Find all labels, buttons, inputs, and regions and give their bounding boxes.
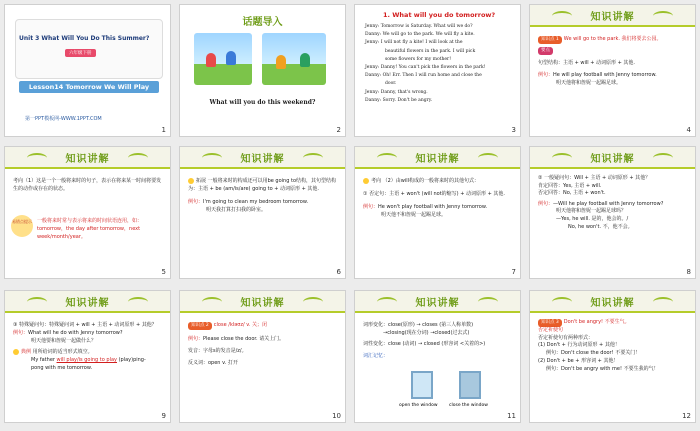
tip-icon: 易错点提示 bbox=[11, 215, 33, 237]
key-tag: 要点 bbox=[538, 47, 553, 55]
bulb-icon bbox=[188, 178, 194, 184]
slide-content: 考向 （2）由will构成的一般将来时的其他句式： ① 否定句：主语 + won't (will not的缩写) + 动词原形 + 其他. 例句：He won't play football with Jenny tomorrow. 明天他不和詹妮一起踢足球。 bbox=[363, 178, 505, 218]
slide-number: 7 bbox=[511, 268, 516, 276]
knowledge-point-badge: 知识点 2 bbox=[188, 322, 212, 330]
site-url: 第一PPT模板网-WWW.1PPT.COM bbox=[25, 116, 102, 122]
bulb-icon bbox=[13, 349, 19, 355]
slide-content: 知识点 1 We will go to the park. 我们将要去公园。 要点 句型结构：主语 + will + 动词原形 + 其他. 例句：He will play football with Jenny tomorrow. 明天他将和詹妮一起踢足球。 bbox=[538, 36, 662, 86]
slide-thumbnail-3[interactable] bbox=[354, 4, 521, 137]
slide-content: 知识点 2 close /kləʊz/ v. 关；闭 例句：Please close the door. 请关上门。 发音：字母s的发音是/z/。 反义词：open v. 打开 bbox=[188, 322, 285, 366]
grade-badge: 六年级下册 bbox=[65, 49, 96, 57]
slide-thumbnail-9[interactable] bbox=[4, 290, 171, 423]
slide-number: 2 bbox=[336, 126, 341, 134]
bulb-icon bbox=[363, 178, 369, 184]
slide-thumbnail-2[interactable] bbox=[179, 4, 346, 137]
slide-thumbnail-1[interactable] bbox=[4, 4, 171, 137]
tip-text: 一般将来时常与表示将来的时间状语连用，如：tomorrow，the day after tomorrow，next week/month/year。 bbox=[37, 218, 143, 240]
slide-number: 6 bbox=[336, 268, 341, 276]
slide-header-bar: 知识讲解 bbox=[530, 147, 695, 169]
slide-number: 11 bbox=[507, 412, 516, 420]
question-text: What will you do this weekend? bbox=[209, 99, 316, 106]
slide-thumbnail-7[interactable] bbox=[354, 146, 521, 279]
slide-content: 考向（1）这是一个一般将来时的句子，表示在将来某一时间将要发生的动作或存在的状态。 bbox=[13, 178, 162, 192]
dialogue-text: Jenny: Tomorrow is Saturday. What will we do? Danny: We will go to the park. We will fly a kite. Jenny: I will not fly a kite! I will look at the beautiful flowers in the park. I will pick some flowers for my mother! Jenny: Danny! You can't pick the flowers in the park! Danny: Oh! Err. Then I will run home and close the door. Jenny: Danny, that's wrong. Danny: Sorry. Don't be angry. bbox=[365, 24, 486, 103]
slide-content: 拓展 一般将来时的构成还可以用be going to结构，其句型结构为：主语 + be (am/is/are) going to + 动词原形 + 其他. 例句：I'm going to clean my bedroom tomorrow. 明天我打算打扫我的卧室。 bbox=[188, 178, 337, 213]
slide-number: 10 bbox=[332, 412, 341, 420]
slide-header-bar: 知识讲解 bbox=[180, 147, 345, 169]
slide-number: 8 bbox=[686, 268, 691, 276]
unit-title: Unit 3 What Will You Do This Summer? bbox=[19, 35, 150, 42]
slide-content: 词形变化：close(原形) → closes (第三人称单数) →closing(现在分词) →closed(过去式) 词性变化：close (动词) → closed (形容词 <关着的>) 词汇记忆： bbox=[363, 322, 486, 359]
slide-number: 5 bbox=[161, 268, 166, 276]
knowledge-point-badge: 知识点 1 bbox=[538, 36, 562, 44]
slide-number: 12 bbox=[682, 412, 691, 420]
open-window-image bbox=[411, 371, 433, 399]
slide-header: 话题导入 bbox=[242, 17, 283, 28]
slide-header-bar: 知识讲解 bbox=[530, 291, 695, 313]
slide-header-bar: 知识讲解 bbox=[5, 291, 170, 313]
slide-content: 知识点 3 Don't be angry! 不要生气。 否定祈使句 否定祈使句有两种形式： (1) Don't + 行为动词原形 + 其他！ 例句：Don't close the door! 不要关门！ (2) Don't + be + 形容词 + 其他！ 例句：Don't be angry with me! 不要生我的气！ bbox=[538, 319, 659, 372]
slide-header-bar: 知识讲解 bbox=[180, 291, 345, 313]
dialogue-title: 1. What will you do tomorrow? bbox=[383, 11, 496, 19]
slide-number: 9 bbox=[161, 412, 166, 420]
slide-thumbnail-12[interactable] bbox=[529, 290, 696, 423]
slide-thumbnail-8[interactable] bbox=[529, 146, 696, 279]
slide-thumbnail-11[interactable] bbox=[354, 290, 521, 423]
slide-number: 3 bbox=[511, 126, 516, 134]
slide-thumbnail-10[interactable] bbox=[179, 290, 346, 423]
slide-number: 1 bbox=[161, 126, 166, 134]
slide-thumbnail-4[interactable] bbox=[529, 4, 696, 137]
answer-blank: will play/is going to play bbox=[56, 357, 117, 363]
knowledge-point-badge: 知识点 3 bbox=[538, 319, 562, 327]
slide-number: 4 bbox=[686, 126, 691, 134]
boys-playing-image bbox=[262, 33, 326, 85]
slide-thumbnail-6[interactable] bbox=[179, 146, 346, 279]
kids-playing-image bbox=[194, 33, 252, 85]
lesson-banner: Lesson14 Tomorrow We Will Play bbox=[19, 81, 159, 93]
slide-header-bar: 知识讲解 bbox=[355, 291, 520, 313]
slide-header-bar: 知识讲解 bbox=[5, 147, 170, 169]
slide-content: ② 一般疑问句：Will + 主语 + 动词原形 + 其他？ 肯定回答：Yes, 主语 + will. 否定回答：No, 主语 + won't. 例句：—Will he play football with Jenny tomorrow? 明天他将和詹妮一起踢足球吗？ —Yes, he will. 是的，他会的。/ No, he won't. 不，他不会。 bbox=[538, 175, 664, 230]
close-window-caption: close the window bbox=[449, 403, 488, 408]
slide-content: ③ 特殊疑问句：特殊疑问词 + will + 主语 + 动词原形 + 其他？ 例句：What will he do with Jenny tomorrow? 明天他要和詹妮一起做什么？ 典例 用所给词的适当形式填空。 My father will play/is going to play (play)ping- pong with me tomorrow. bbox=[13, 322, 157, 371]
closed-window-image bbox=[459, 371, 481, 399]
slide-header-bar: 知识讲解 bbox=[530, 5, 695, 27]
slide-thumbnail-5[interactable] bbox=[4, 146, 171, 279]
slide-header-bar: 知识讲解 bbox=[355, 147, 520, 169]
open-window-caption: open the window bbox=[399, 403, 438, 408]
